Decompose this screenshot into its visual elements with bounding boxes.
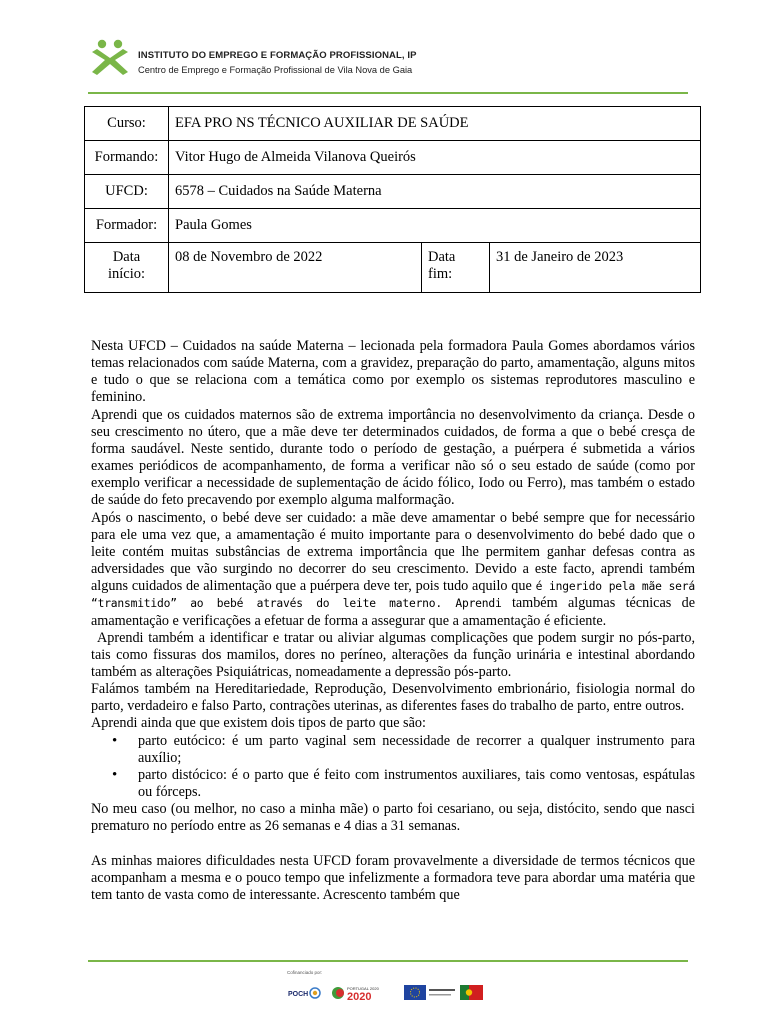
table-row bbox=[85, 107, 701, 141]
table-row bbox=[85, 141, 701, 175]
cofinanced-label: Cofinanciado por: bbox=[287, 970, 323, 975]
document-body bbox=[91, 338, 695, 904]
institute-name: INSTITUTO DO EMPREGO E FORMAÇÃO PROFISSIONAL, IP bbox=[138, 50, 417, 61]
paragraph-breastfeeding-part2: é ingerido pela mãe será “transmitido” ao bebé através do leite materno. Aprendi bbox=[91, 580, 695, 611]
data-inicio-value: 08 de Novembro de 2022 bbox=[169, 243, 422, 293]
portugal2020-label: PORTUGAL 2020 bbox=[347, 986, 379, 991]
header-divider bbox=[88, 92, 688, 94]
table-row bbox=[85, 209, 701, 243]
data-inicio-label bbox=[85, 243, 169, 293]
birth-types-list bbox=[91, 733, 695, 802]
data-fim-label: Data fim: bbox=[422, 243, 490, 293]
list-item: • parto distócico: é o parto que é feito com instrumentos auxiliares, tais como ventosas, espátulas ou fórceps. bbox=[138, 767, 695, 801]
curso-value: EFA PRO NS TÉCNICO AUXILIAR DE SAÚDE bbox=[169, 107, 701, 141]
eu-flag-icon bbox=[404, 985, 455, 1000]
course-info-table bbox=[84, 106, 701, 293]
sponsor-logos bbox=[288, 982, 488, 1004]
svg-text:POCH: POCH bbox=[288, 991, 309, 998]
formando-value: Vitor Hugo de Almeida Vilanova Queirós bbox=[169, 141, 701, 175]
table-row bbox=[85, 243, 701, 293]
centre-name: Centro de Emprego e Formação Profissional de Vila Nova de Gaia bbox=[138, 65, 413, 75]
table-row bbox=[85, 175, 701, 209]
formador-value: Paula Gomes bbox=[169, 209, 701, 243]
portugal-flag-icon bbox=[460, 985, 483, 1000]
ufcd-value: 6578 – Cuidados na Saúde Materna bbox=[169, 175, 701, 209]
data-fim-value: 31 de Janeiro de 2023 bbox=[490, 243, 701, 293]
formando-label: Formando: bbox=[85, 141, 169, 175]
paragraph-breastfeeding-part3: também algumas técnicas de amamentação e verificações a efetuar de forma a assegurar que a amamentação é eficiente. bbox=[91, 595, 696, 629]
paragraph-breastfeeding-part1: Após o nascimento, o bebé deve ser cuidado: a mãe deve amamentar o bebé sempre que for necessário para ele uma vez que, a amamentação é muito importante para o desenvolvimento do bebé dado que o leite contém muitas substâncias de extrema importância que lhe permitem ganhar defesas contra as adversidades que vão surgindo no decorrer do seu crescimento. Devido a este facto, aprendi também alguns cuidados de alimentação que a puérpera deve ter, pois tudo aquilo que bbox=[91, 509, 695, 595]
paragraph-topics: Falámos também na Hereditariedade, Reprodução, Desenvolvimento embrionário, fisiologia normal do parto, verdadeiro e falso Parto, contrações uterinas, as diferentes fases do trabalho de parto, entre outros. bbox=[91, 681, 695, 715]
footer-divider bbox=[88, 960, 688, 962]
paragraph-personal-case: No meu caso (ou melhor, no caso a minha mãe) o parto foi cesariano, ou seja, distócito, sendo que nasci prematuro no período entre as 26 semanas e 4 dias a 31 semanas. bbox=[91, 801, 695, 835]
paragraph-breastfeeding bbox=[91, 510, 695, 630]
paragraph-maternal-care: Aprendi que os cuidados maternos são de extrema importância no desenvolvimento da criança. Desde o seu crescimento no útero, que a mãe deve ter determinados cuidados, de forma a que o bebé cresça de forma saudável. Neste sentido, durante todo o período de gestação, a puérpera é submetida a vários exames periódicos de acompanhamento, de forma a verificar não só o seu estado de saúde (como por exemplo verificar a necessidade de suplementação de ácido fólico, Iodo ou Ferro), mas também o estado de saúde do feto precavendo por exemplo alguma malformação. bbox=[91, 406, 695, 509]
curso-label: Curso: bbox=[85, 107, 169, 141]
ufcd-label: UFCD: bbox=[85, 175, 169, 209]
document-header bbox=[88, 38, 688, 94]
iefp-logo-icon bbox=[88, 38, 134, 78]
paragraph-postpartum: Aprendi também a identificar e tratar ou aliviar algumas complicações que podem surgir no pós-parto, tais como fissuras dos mamilos, dores no períneo, alterações da função urinária e intestinal abordando também as alterações Psiquiátricas, nomeadamente a depressão pós-parto. bbox=[91, 629, 695, 680]
list-item: • parto eutócico: é um parto vaginal sem necessidade de recorrer a qualquer instrumento para auxílio; bbox=[138, 733, 695, 767]
paragraph-birth-types: Aprendi ainda que que existem dois tipos de parto que são: bbox=[91, 715, 426, 732]
data-inicio-label-line2: início: bbox=[107, 266, 146, 282]
portugal2020-logo-icon bbox=[332, 986, 380, 1003]
paragraph-intro: Nesta UFCD – Cuidados na saúde Materna – lecionada pela formadora Paula Gomes abordamos vários temas relacionados com saúde Materna, com a gravidez, preparação do parto, amamentação, alguns mitos e tudo o que se relaciona com a temática como por exemplo os sistemas reprodutores masculino e feminino. bbox=[91, 338, 695, 406]
svg-text:2020: 2020 bbox=[347, 991, 372, 1003]
paragraph-difficulties: As minhas maiores dificuldades nesta UFCD foram provavelmente a diversidade de termos técnicos que acompanham a mesma e o pouco tempo que infelizmente a formadora teve para abordar uma matéria que tem tanto de vasta como de interessante. Acrescento também que bbox=[91, 852, 695, 903]
formador-label: Formador: bbox=[85, 209, 169, 243]
data-inicio-label-line1: Data bbox=[112, 249, 141, 265]
poch-logo-icon bbox=[288, 988, 320, 998]
